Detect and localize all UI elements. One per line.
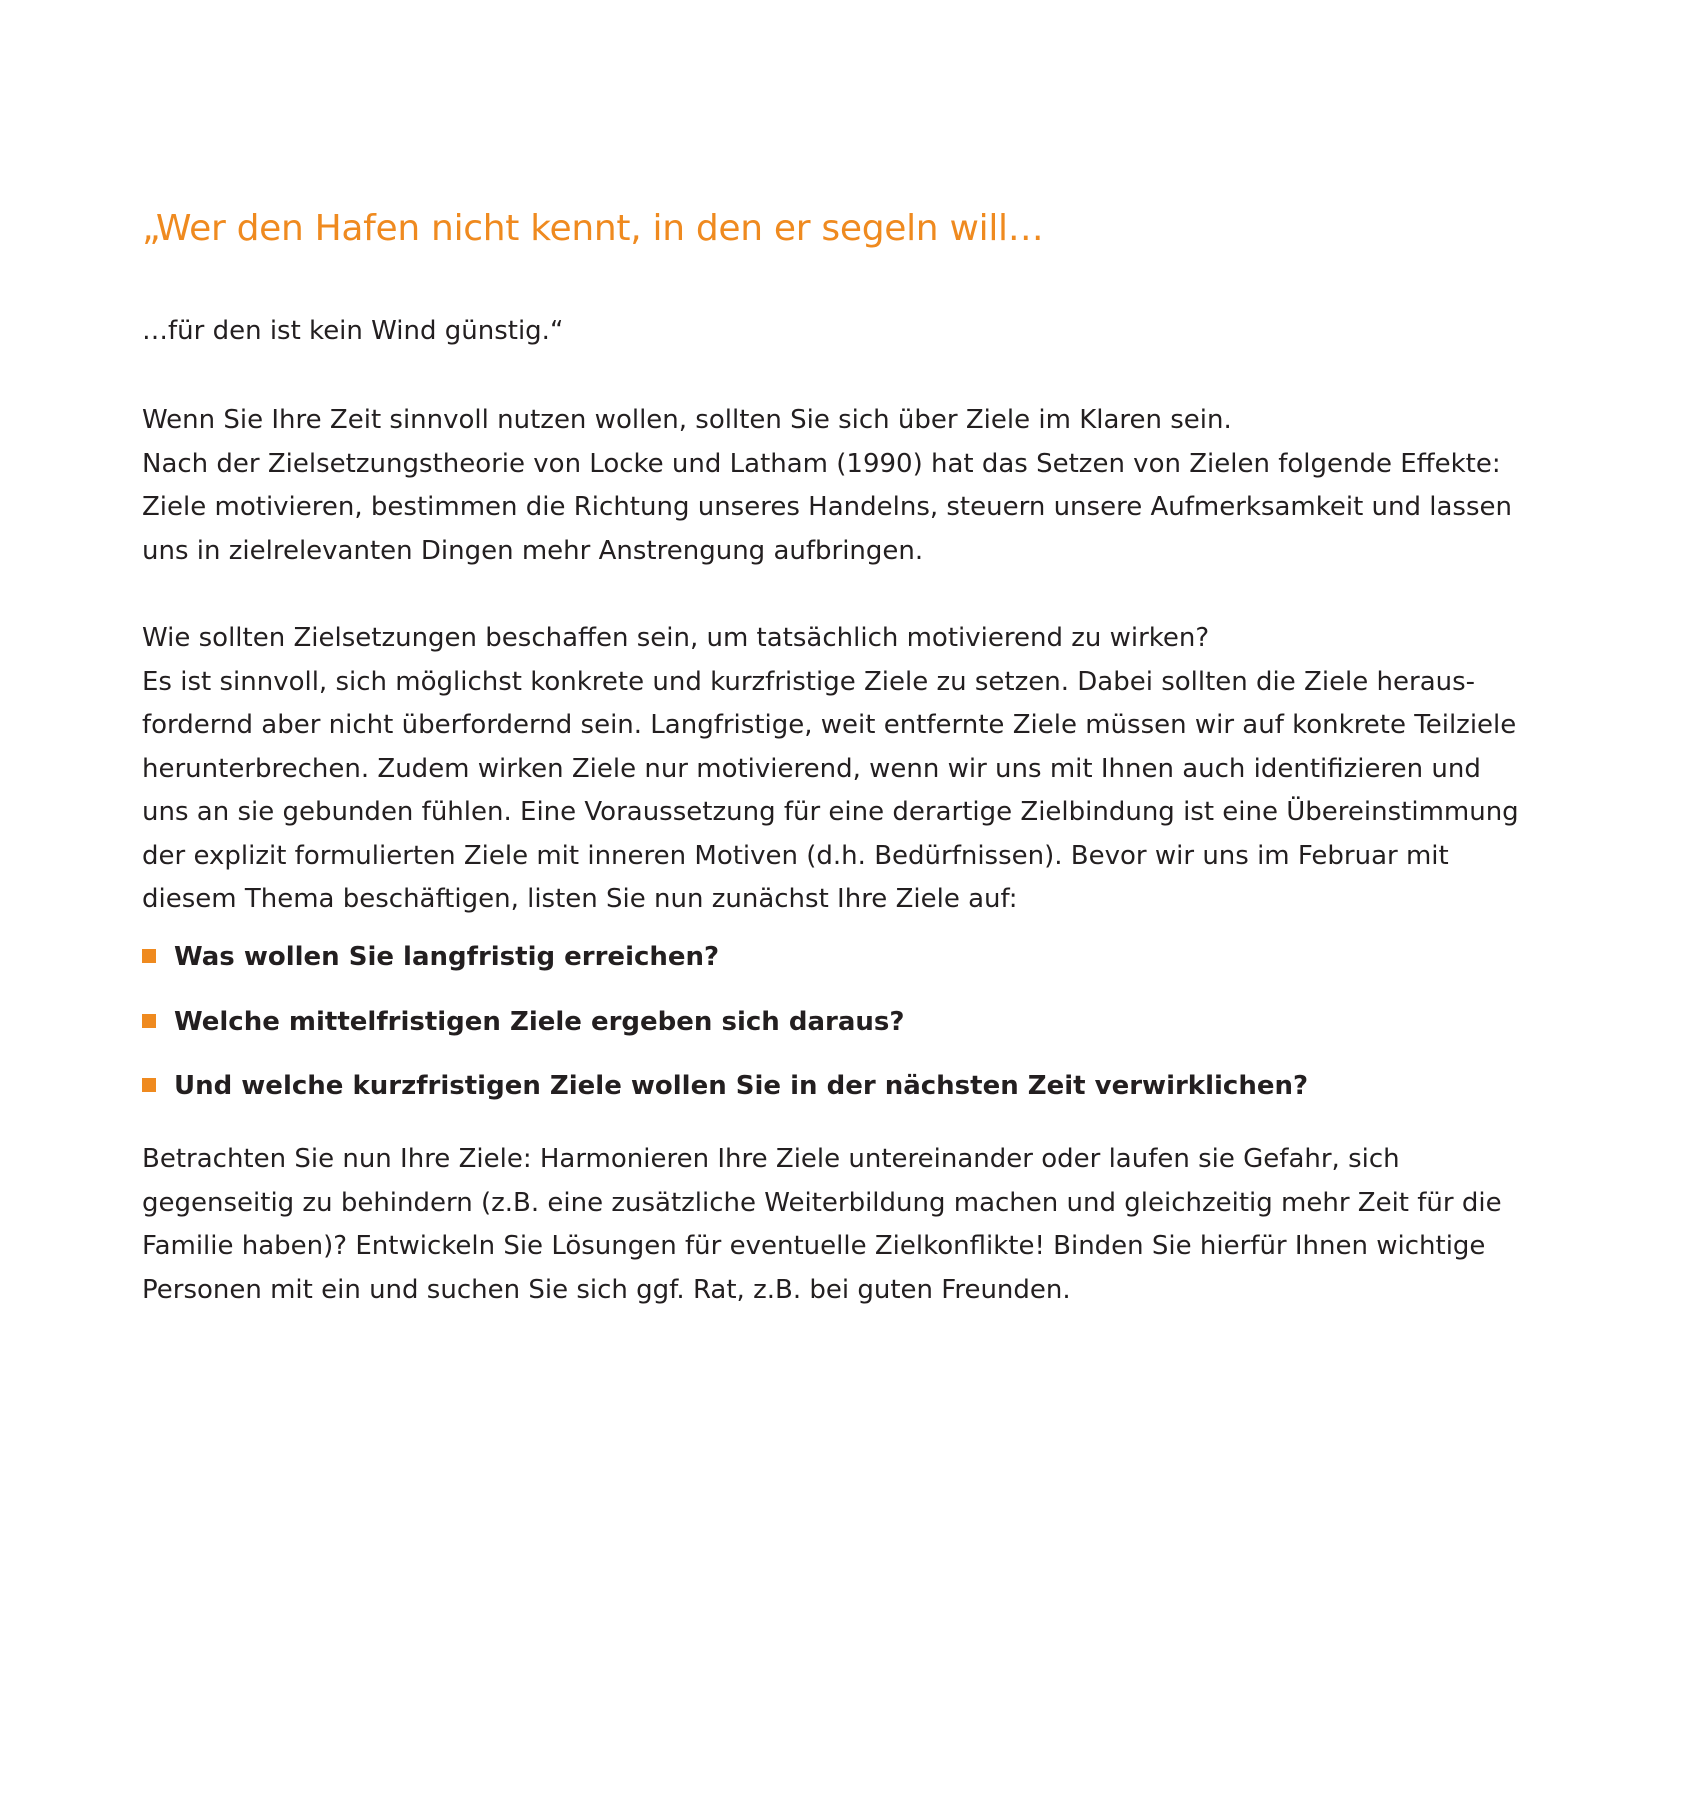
orange-square-bullet-icon [142,1078,156,1092]
paragraph-intro [142,399,1512,573]
paragraph-line: Familie haben)? Entwickeln Sie Lösungen für eventuelle Zielkonflikte! Binden Sie hierfür Ihnen wichtige [142,1231,1486,1261]
list-item-text: Welche mittelfristigen Ziele ergeben sich daraus? [174,1006,905,1037]
paragraph-line: diesem Thema beschäftigen, listen Sie nun zunächst Ihre Ziele auf: [142,884,1018,914]
orange-square-bullet-icon [142,949,156,963]
paragraph-line: Ziele motivieren, bestimmen die Richtung unseres Handelns, steuern unsere Aufmerksamkeit und lassen [142,492,1513,522]
list-item-text: Was wollen Sie langfristig erreichen? [174,942,720,972]
question-list [142,940,1308,1134]
list-item [142,1069,1308,1134]
paragraph-line: herunterbrechen. Zudem wirken Ziele nur motivierend, wenn wir uns mit Ihnen auch identifizieren und [142,753,1481,784]
paragraph-conclusion [142,1138,1502,1312]
list-item [142,1005,1308,1070]
list-item-text: Und welche kurzfristigen Ziele wollen Sie in der nächsten Zeit verwirklichen? [174,1071,1309,1101]
paragraph-line: der explizit formulierten Ziele mit inneren Motiven (d.h. Bedürfnissen). Bevor wir uns im Februar mit [142,840,1449,871]
paragraph-line: Betrachten Sie nun Ihre Ziele: Harmonieren Ihre Ziele untereinander oder laufen sie Gefahr, sich [142,1144,1400,1174]
paragraph-line: Wenn Sie Ihre Zeit sinnvoll nutzen wollen, sollten Sie sich über Ziele im Klaren sein. [142,405,1232,435]
orange-square-bullet-icon [142,1014,156,1028]
paragraph-line: Es ist sinnvoll, sich möglichst konkrete und kurzfristige Ziele zu setzen. Dabei sollten die Ziele heraus- [142,666,1476,697]
subtitle: …für den ist kein Wind günstig.“ [142,316,564,346]
list-item [142,940,1308,1005]
paragraph-line: fordernd aber nicht überfordernd sein. Langfristige, weit entfernte Ziele müssen wir auf konkrete Teilziele [142,710,1517,740]
paragraph-line: uns an sie gebunden fühlen. Eine Voraussetzung für eine derartige Zielbindung ist eine Übereinstimmung [142,797,1519,827]
paragraph-line: Nach der Zielsetzungstheorie von Locke und Latham (1990) hat das Setzen von Zielen folgende Effekte: [142,448,1501,479]
paragraph-goal-setting [142,617,1519,922]
paragraph-line: Wie sollten Zielsetzungen beschaffen sein, um tatsächlich motivierend zu wirken? [142,623,1210,653]
paragraph-line: uns in zielrelevanten Dingen mehr Anstrengung aufbringen. [142,535,924,566]
paragraph-line: gegenseitig zu behindern (z.B. eine zusätzliche Weiterbildung machen und gleichzeitig mehr Zeit für die [142,1187,1502,1218]
paragraph-line: Personen mit ein und suchen Sie sich ggf. Rat, z.B. bei guten Freunden. [142,1274,1071,1305]
page-title: „Wer den Hafen nicht kennt, in den er segeln will… [142,208,1044,249]
